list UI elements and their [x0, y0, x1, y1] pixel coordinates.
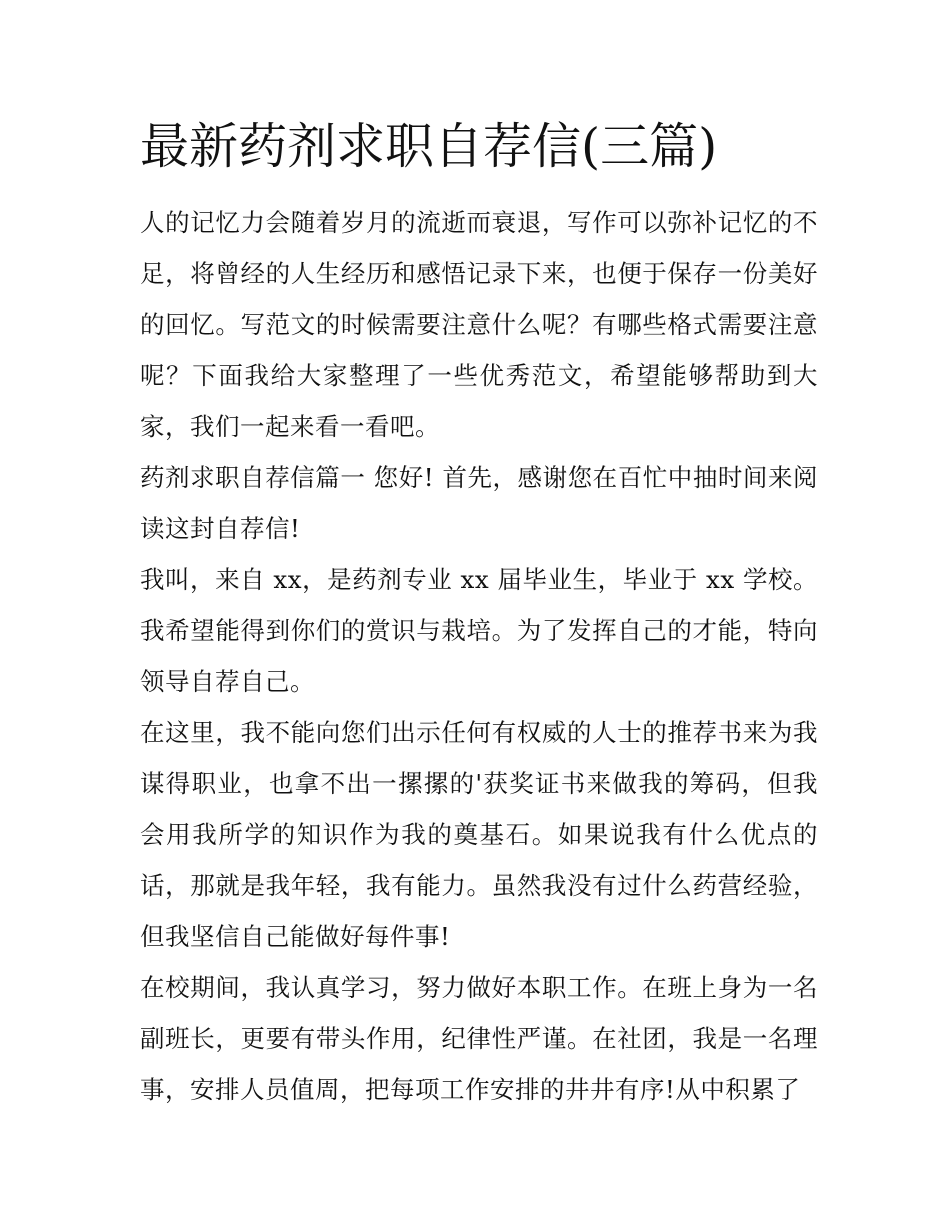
paragraph-self-introduction: 我叫，来自 xx，是药剂专业 xx 届毕业生，毕业于 xx 学校。我希望能得到你们的赏识与栽培。为了发挥自己的才能，特向领导自荐自己。: [140, 565, 818, 696]
document-body: [140, 197, 818, 1115]
paragraph-school-experience: 在校期间，我认真学习，努力做好本职工作。在班上身为一名副班长，更要有带头作用，纪律性严谨。在社团，我是一名理事，安排人员值周，把每项工作安排的井井有序!从中积累了: [140, 973, 818, 1104]
document-title: 最新药剂求职自荐信(三篇): [140, 118, 718, 175]
paragraph-intro: 人的记忆力会随着岁月的流逝而衰退，写作可以弥补记忆的不足，将曾经的人生经历和感悟记录下来，也便于保存一份美好的回忆。写范文的时候需要注意什么呢？有哪些格式需要注意呢？下面我给大家整理了一些优秀范文，希望能够帮助到大家，我们一起来看一看吧。: [140, 208, 818, 441]
paragraph-greeting: 药剂求职自荐信篇一 您好! 首先，感谢您在百忙中抽时间来阅读这封自荐信!: [140, 463, 818, 543]
paragraph-qualifications: 在这里，我不能向您们出示任何有权威的人士的推荐书来为我谋得职业，也拿不出一摞摞的'获奖证书来做我的筹码，但我会用我所学的知识作为我的奠基石。如果说我有什么优点的话，那就是我年轻，我有能力。虽然我没有过什么药营经验，但我坚信自己能做好每件事!: [140, 718, 818, 951]
